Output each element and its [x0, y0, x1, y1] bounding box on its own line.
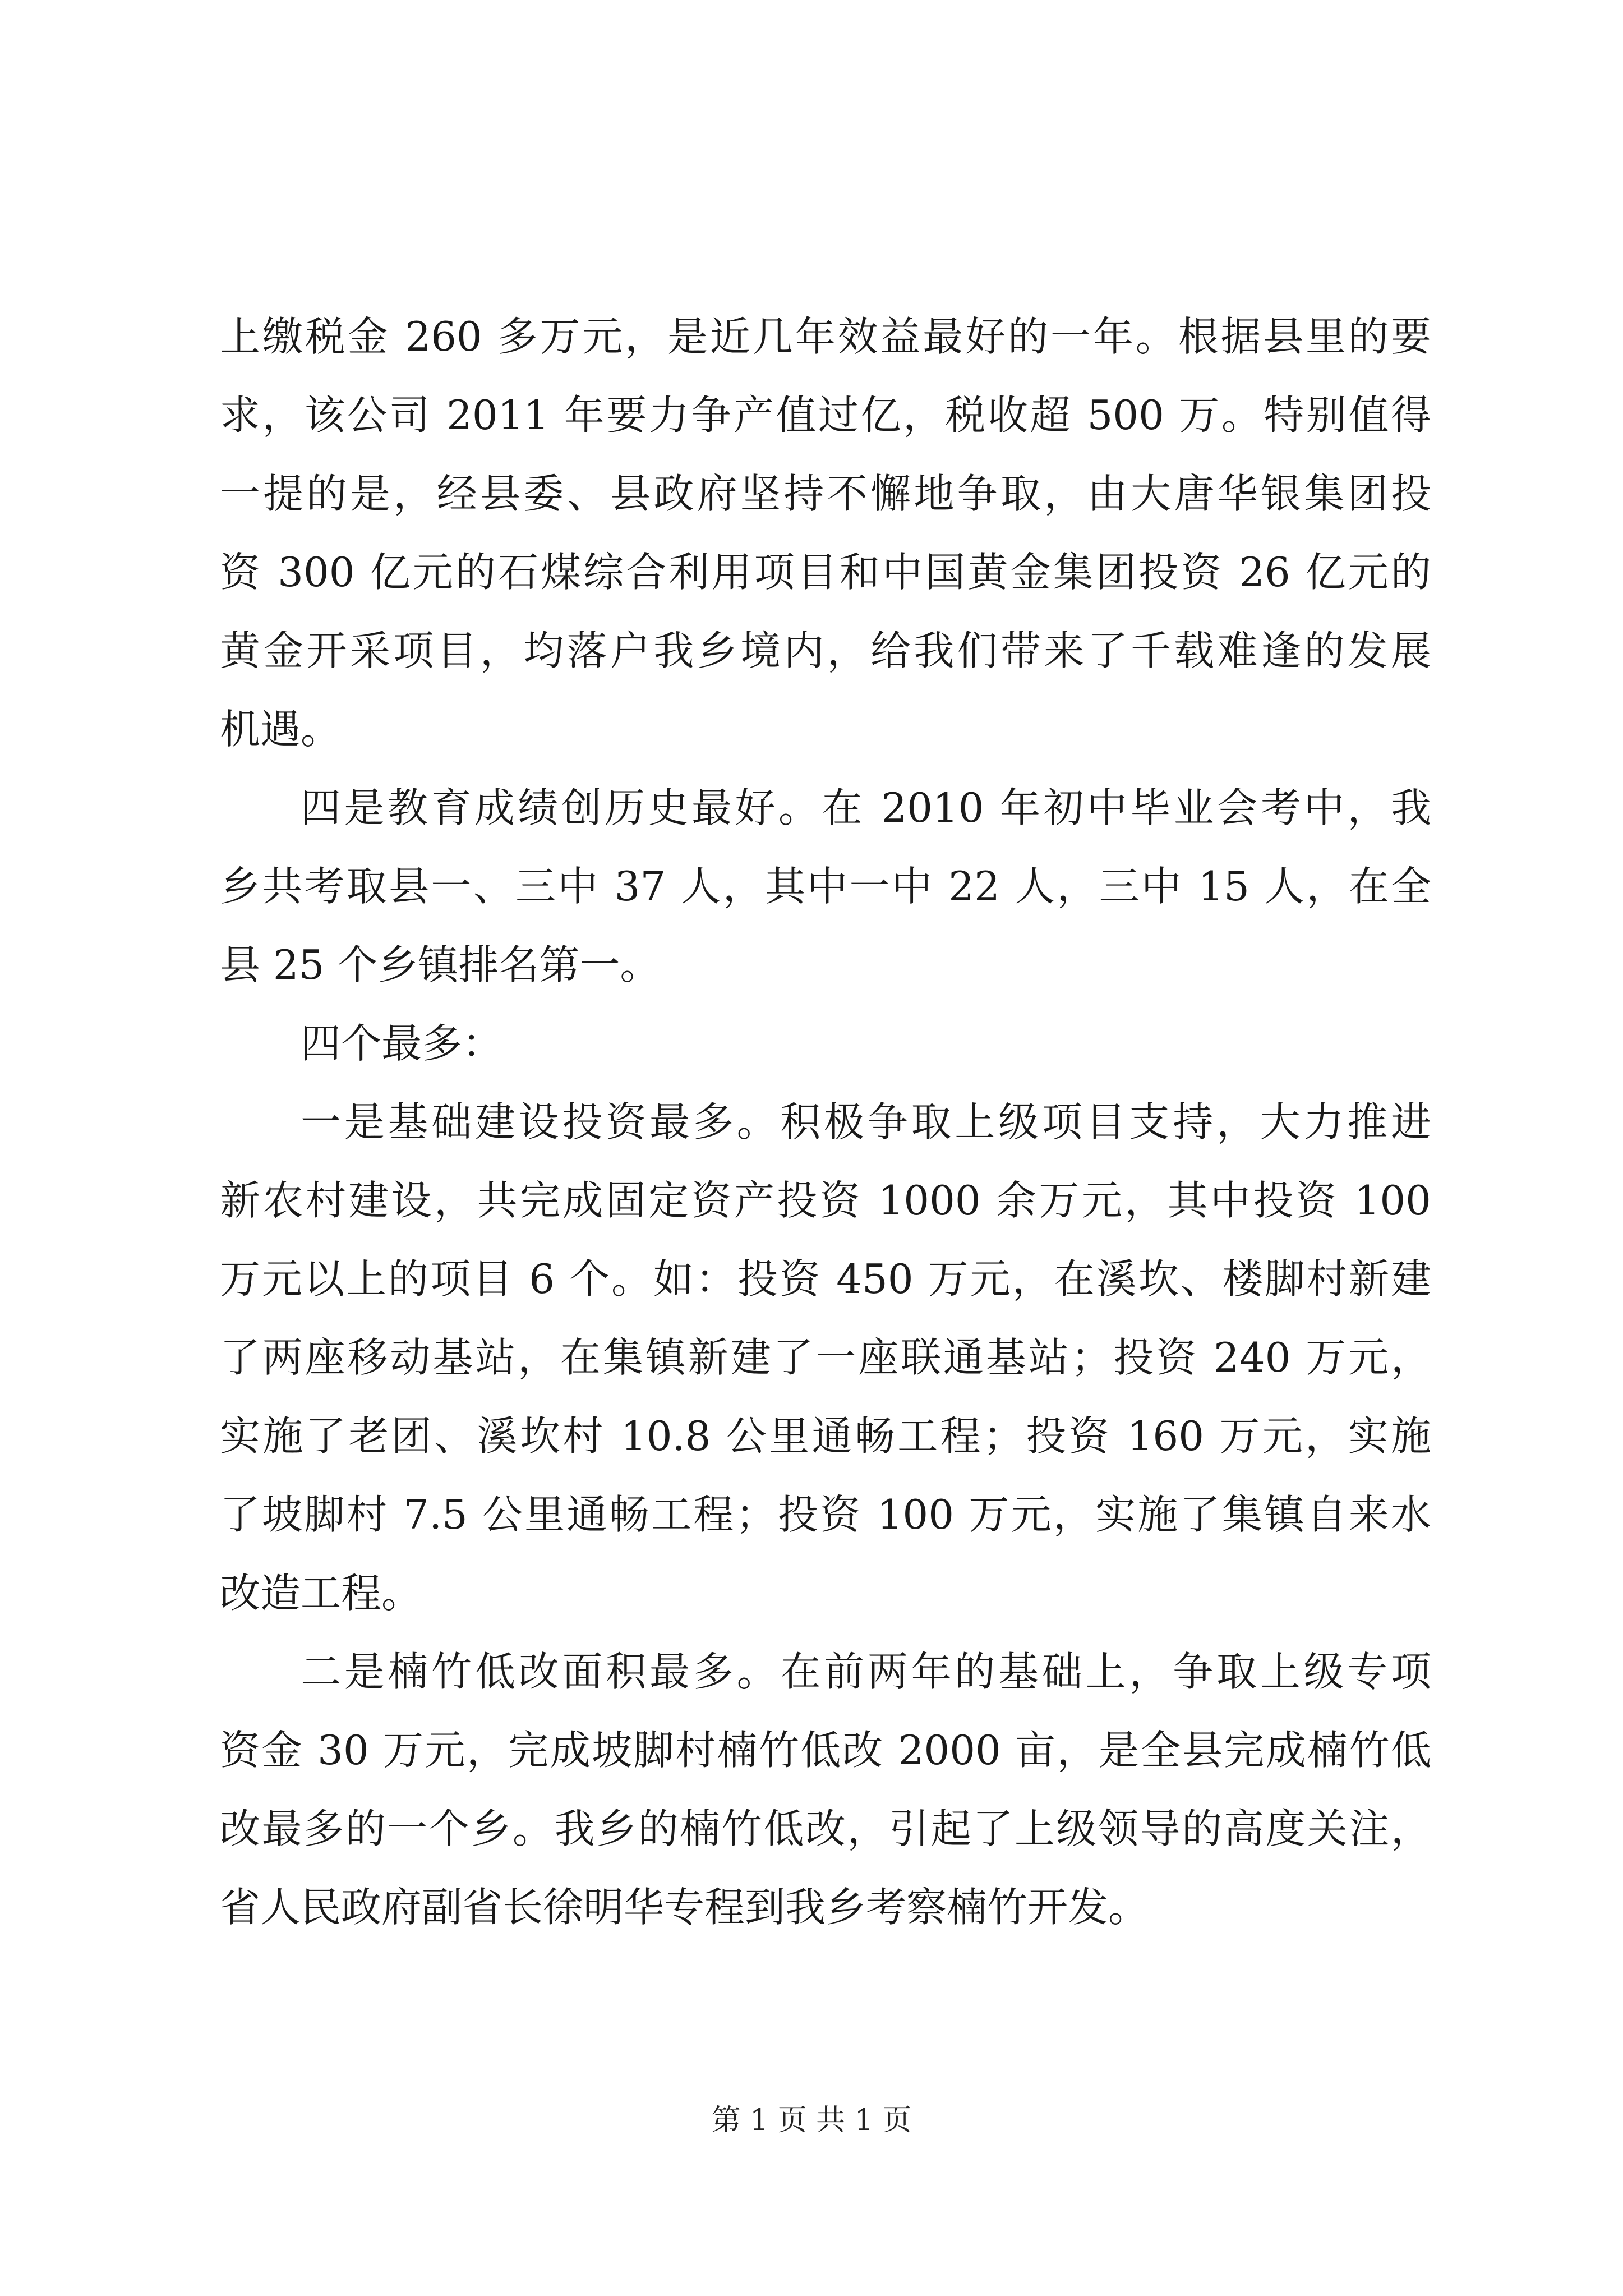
text-line: 上缴税金 260 多万元，是近几年效益最好的一年。根据县里的要: [220, 313, 1431, 360]
document-body: [220, 297, 1431, 1947]
text-line: 县 25 个乡镇排名第一。: [220, 941, 661, 988]
text-line: 省人民政府副省长徐明华专程到我乡考察楠竹开发。: [220, 1884, 1149, 1931]
page-number-footer: 第 1 页 共 1 页: [711, 2104, 912, 2137]
text-line: 了坡脚村 7.5 公里通畅工程；投资 100 万元，实施了集镇自来水: [220, 1491, 1431, 1538]
text-line: 四是教育成绩创历史最好。在 2010 年初中毕业会考中，我: [301, 784, 1431, 831]
text-line: 机遇。: [220, 706, 342, 753]
text-line: 求，该公司 2011 年要力争产值过亿，税收超 500 万。特别值得: [220, 392, 1431, 439]
text-line: 资金 30 万元，完成坡脚村楠竹低改 2000 亩，是全县完成楠竹低: [220, 1727, 1431, 1774]
text-line: 万元以上的项目 6 个。如：投资 450 万元，在溪坎、楼脚村新建: [220, 1255, 1431, 1303]
text-line: 改造工程。: [220, 1570, 422, 1617]
text-line: 实施了老团、溪坎村 10.8 公里通畅工程；投资 160 万元，实施: [220, 1412, 1431, 1460]
text-line: 改最多的一个乡。我乡的楠竹低改，引起了上级领导的高度关注，: [220, 1805, 1431, 1852]
text-line: 一是基础建设投资最多。积极争取上级项目支持，大力推进: [301, 1098, 1431, 1145]
text-line: 黄金开采项目，均落户我乡境内，给我们带来了千载难逢的发展: [220, 627, 1431, 674]
section-heading: 四个最多：: [301, 1020, 503, 1067]
text-line: 乡共考取县一、三中 37 人，其中一中 22 人，三中 15 人，在全: [220, 863, 1431, 910]
text-line: 新农村建设，共完成固定资产投资 1000 余万元，其中投资 100: [220, 1177, 1431, 1224]
text-line: 了两座移动基站，在集镇新建了一座联通基站；投资 240 万元，: [220, 1334, 1431, 1381]
text-line: 二是楠竹低改面积最多。在前两年的基础上，争取上级专项: [301, 1648, 1431, 1695]
text-line: 资 300 亿元的石煤综合利用项目和中国黄金集团投资 26 亿元的: [220, 549, 1431, 596]
text-line: 一提的是，经县委、县政府坚持不懈地争取，由大唐华银集团投: [220, 470, 1431, 517]
